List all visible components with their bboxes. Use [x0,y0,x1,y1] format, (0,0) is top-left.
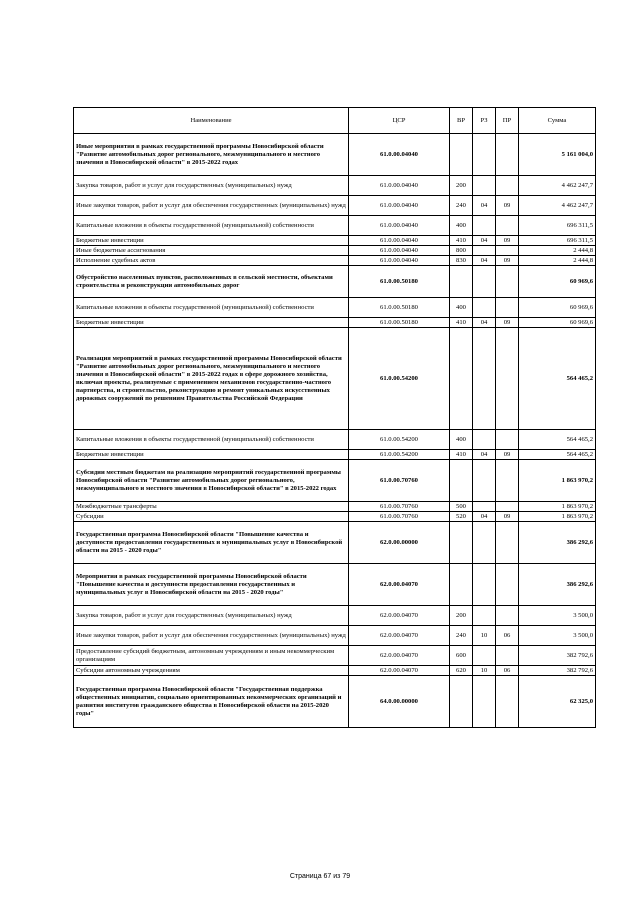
cell-name: Бюджетные инвестиции [74,318,349,328]
cell-csr: 61.0.00.04040 [349,256,450,266]
cell-csr: 62.0.00.04070 [349,626,450,646]
cell-rz [473,430,496,450]
cell-sum: 60 969,6 [519,266,596,298]
cell-csr: 61.0.00.04040 [349,216,450,236]
cell-vr: 500 [450,502,473,512]
cell-rz [473,246,496,256]
cell-rz [473,646,496,666]
cell-pr: 09 [496,512,519,522]
cell-name: Бюджетные инвестиции [74,450,349,460]
cell-csr: 61.0.00.50180 [349,298,450,318]
cell-rz [473,522,496,564]
cell-csr: 62.0.00.04070 [349,606,450,626]
header-sum: Сумма [519,108,596,134]
cell-vr: 400 [450,216,473,236]
cell-name: Капитальные вложения в объекты государственной (муниципальной) собственности [74,216,349,236]
cell-pr [496,606,519,626]
cell-sum: 4 462 247,7 [519,176,596,196]
cell-pr: 09 [496,236,519,246]
cell-vr: 410 [450,450,473,460]
cell-csr: 61.0.00.54200 [349,430,450,450]
cell-name: Мероприятия в рамках государственной программы Новосибирской области "Повышение качества и доступности предоставления государственных и муниципальных услуг в Новосибирской области на 2015 - 2020 годы" [74,564,349,606]
table-row [74,318,596,328]
table-row [74,236,596,246]
table-row [74,256,596,266]
cell-vr [450,134,473,176]
cell-name: Иные закупки товаров, работ и услуг для обеспечения государственных (муниципальных) нужд [74,626,349,646]
cell-csr: 61.0.00.54200 [349,450,450,460]
table-header-row [74,108,596,134]
cell-name: Субсидии [74,512,349,522]
cell-sum: 1 863 970,2 [519,502,596,512]
cell-pr [496,246,519,256]
cell-name: Иные бюджетные ассигнования [74,246,349,256]
table-row [74,676,596,728]
table-row [74,298,596,318]
cell-name: Обустройство населенных пунктов, расположенных в сельской местности, объектами строительства и реконструкции автомобильных дорог [74,266,349,298]
cell-rz [473,676,496,728]
cell-pr [496,646,519,666]
table-row [74,134,596,176]
cell-name: Капитальные вложения в объекты государственной (муниципальной) собственности [74,430,349,450]
cell-pr [496,134,519,176]
cell-pr: 09 [496,256,519,266]
cell-rz [473,502,496,512]
cell-csr: 61.0.00.04040 [349,236,450,246]
cell-csr: 61.0.00.70760 [349,502,450,512]
header-rz: РЗ [473,108,496,134]
cell-rz [473,298,496,318]
cell-csr: 64.0.00.00000 [349,676,450,728]
table-row [74,176,596,196]
header-vr: ВР [450,108,473,134]
cell-pr: 09 [496,196,519,216]
cell-vr: 240 [450,626,473,646]
cell-vr: 600 [450,646,473,666]
page-number: Страница 67 из 79 [289,873,351,880]
cell-sum: 2 444,8 [519,256,596,266]
cell-rz [473,564,496,606]
cell-rz [473,460,496,502]
cell-sum: 1 863 970,2 [519,460,596,502]
cell-sum: 3 500,0 [519,606,596,626]
cell-sum: 382 792,6 [519,666,596,676]
cell-name: Иные закупки товаров, работ и услуг для обеспечения государственных (муниципальных) нужд [74,196,349,216]
table-row [74,522,596,564]
cell-pr [496,298,519,318]
cell-vr: 400 [450,430,473,450]
table-row [74,666,596,676]
cell-vr [450,328,473,430]
cell-pr: 06 [496,666,519,676]
cell-csr: 61.0.00.70760 [349,512,450,522]
cell-vr: 410 [450,236,473,246]
cell-sum: 5 161 004,0 [519,134,596,176]
cell-csr: 62.0.00.00000 [349,522,450,564]
cell-sum: 4 462 247,7 [519,196,596,216]
cell-csr: 61.0.00.50180 [349,266,450,298]
cell-pr [496,176,519,196]
cell-vr [450,522,473,564]
cell-vr: 520 [450,512,473,522]
cell-sum: 386 292,6 [519,522,596,564]
cell-rz: 04 [473,512,496,522]
cell-sum: 696 311,5 [519,236,596,246]
cell-rz: 10 [473,626,496,646]
cell-pr [496,522,519,564]
cell-rz [473,176,496,196]
table-row [74,328,596,430]
cell-pr [496,502,519,512]
cell-vr: 830 [450,256,473,266]
cell-sum: 564 465,2 [519,430,596,450]
cell-csr: 62.0.00.04070 [349,666,450,676]
cell-pr: 06 [496,626,519,646]
cell-sum: 2 444,8 [519,246,596,256]
cell-name: Закупка товаров, работ и услуг для государственных (муниципальных) нужд [74,176,349,196]
table-row [74,646,596,666]
cell-sum: 60 969,6 [519,318,596,328]
header-csr: ЦСР [349,108,450,134]
cell-pr [496,564,519,606]
cell-csr: 62.0.00.04070 [349,646,450,666]
cell-csr: 61.0.00.04040 [349,176,450,196]
cell-vr: 800 [450,246,473,256]
cell-vr: 400 [450,298,473,318]
header-pr: ПР [496,108,519,134]
table-row [74,266,596,298]
table-row [74,246,596,256]
cell-rz [473,606,496,626]
cell-rz [473,266,496,298]
cell-rz: 04 [473,318,496,328]
cell-pr [496,676,519,728]
cell-name: Государственная программа Новосибирской области "Повышение качества и доступности предоставления государственных и муниципальных услуг в Новосибирской области на 2015 - 2020 годы" [74,522,349,564]
table-row [74,450,596,460]
cell-name: Предоставление субсидий бюджетным, автономным учреждениям и иным некоммерческим организациям [74,646,349,666]
table-row [74,606,596,626]
cell-vr: 620 [450,666,473,676]
cell-csr: 61.0.00.54200 [349,328,450,430]
table-body [74,134,596,728]
cell-name: Закупка товаров, работ и услуг для государственных (муниципальных) нужд [74,606,349,626]
cell-pr [496,328,519,430]
cell-pr: 09 [496,450,519,460]
cell-csr: 61.0.00.70760 [349,460,450,502]
table-row [74,564,596,606]
cell-name: Субсидии автономным учреждениям [74,666,349,676]
cell-name: Государственная программа Новосибирской области "Государственная поддержка общественных инициатив, социально ориентированных некоммерческих организаций и развития институтов гражданского общества в Новосибирской области на 2015-2020 годы" [74,676,349,728]
cell-rz [473,134,496,176]
cell-name: Иные мероприятия в рамках государственной программы Новосибирской области "Развитие автомобильных дорог регионального, межмуниципального и местного значения в Новосибирской области" в 2015-2022 годах [74,134,349,176]
cell-pr [496,460,519,502]
cell-sum: 382 792,6 [519,646,596,666]
cell-pr [496,266,519,298]
cell-sum: 62 325,0 [519,676,596,728]
cell-name: Бюджетные инвестиции [74,236,349,246]
cell-rz: 10 [473,666,496,676]
cell-sum: 564 465,2 [519,328,596,430]
cell-rz [473,328,496,430]
budget-table [73,107,596,728]
cell-sum: 3 500,0 [519,626,596,646]
cell-csr: 61.0.00.50180 [349,318,450,328]
cell-csr: 61.0.00.04040 [349,196,450,216]
cell-vr [450,266,473,298]
cell-sum: 60 969,6 [519,298,596,318]
cell-vr: 410 [450,318,473,328]
table-row [74,502,596,512]
cell-sum: 386 292,6 [519,564,596,606]
cell-name: Реализация мероприятий в рамках государственной программы Новосибирской области "Развитие автомобильных дорог регионального, межмуниципального и местного значения в Новосибирской области" в 2015-2022 годах в сфере дорожного хозяйства, включая проекты, реализуемые с применением механизмов государственно-частного партнерства, и строительство, реконструкцию и ремонт уникальных искусственных дорожных сооружений по решениям Правительства Российской Федерации [74,328,349,430]
table-row [74,512,596,522]
table-row [74,430,596,450]
table-row [74,626,596,646]
cell-sum: 1 863 970,2 [519,512,596,522]
cell-rz: 04 [473,256,496,266]
cell-pr: 09 [496,318,519,328]
table-row [74,216,596,236]
cell-name: Капитальные вложения в объекты государственной (муниципальной) собственности [74,298,349,318]
cell-vr: 200 [450,176,473,196]
cell-rz: 04 [473,196,496,216]
header-name: Наименование [74,108,349,134]
cell-pr [496,216,519,236]
cell-vr [450,676,473,728]
cell-name: Исполнение судебных актов [74,256,349,266]
table-row [74,460,596,502]
cell-csr: 61.0.00.04040 [349,134,450,176]
cell-rz: 04 [473,450,496,460]
cell-vr [450,564,473,606]
cell-sum: 696 311,5 [519,216,596,236]
cell-vr: 200 [450,606,473,626]
cell-name: Субсидии местным бюджетам на реализацию мероприятий государственной программы Новосибирской области "Развитие автомобильных дорог регионального, межмуниципального и местного значения в Новосибирской области" в 2015-2022 годах [74,460,349,502]
cell-pr [496,430,519,450]
cell-csr: 62.0.00.04070 [349,564,450,606]
cell-name: Межбюджетные трансферты [74,502,349,512]
cell-rz: 04 [473,236,496,246]
cell-vr [450,460,473,502]
cell-csr: 61.0.00.04040 [349,246,450,256]
cell-rz [473,216,496,236]
cell-sum: 564 465,2 [519,450,596,460]
cell-vr: 240 [450,196,473,216]
table-row [74,196,596,216]
